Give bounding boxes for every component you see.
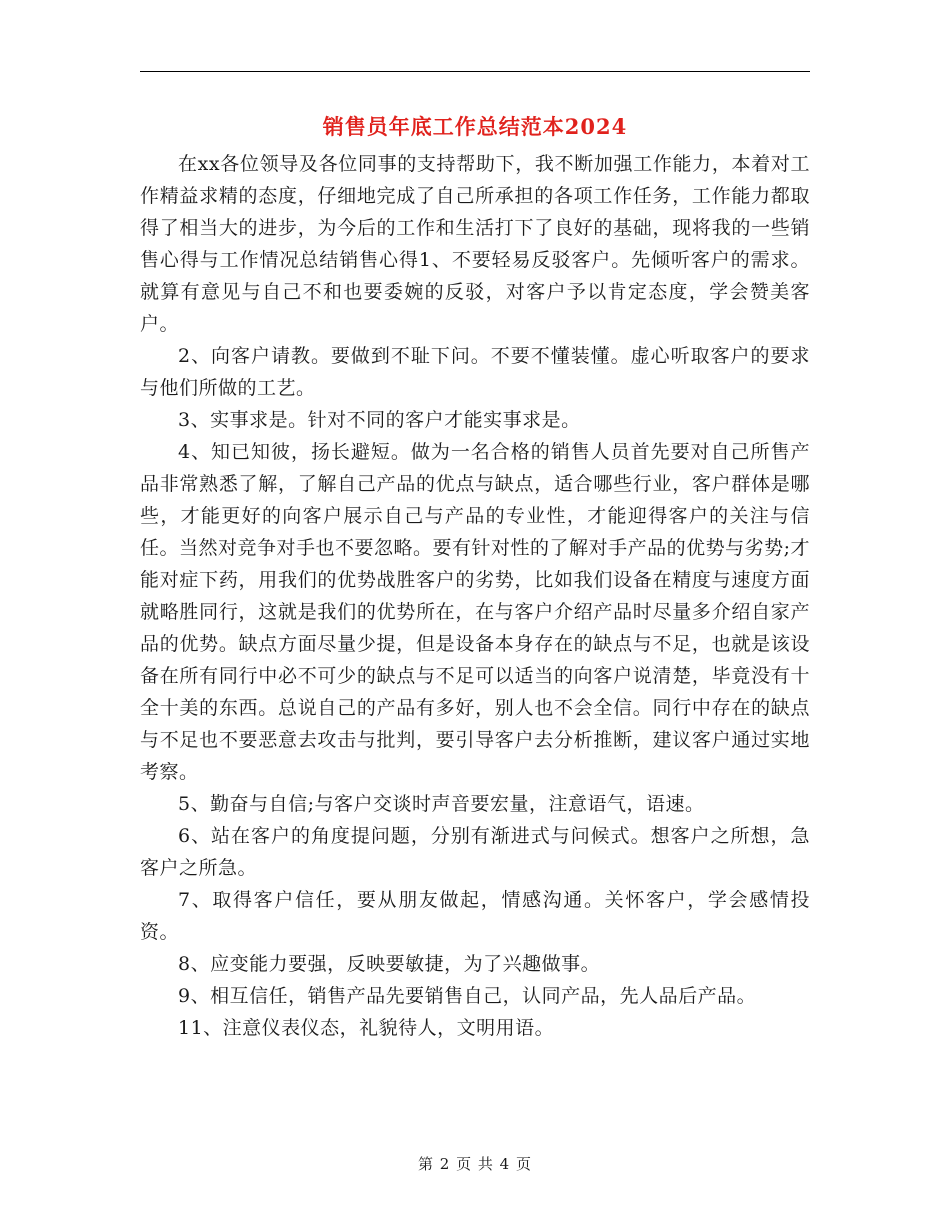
paragraph-item-5: 5、勤奋与自信;与客户交谈时声音要宏量，注意语气，语速。 [178, 793, 705, 815]
paragraph-item-4: 4、知已知彼，扬长避短。做为一名合格的销售人员首先要对自己所售产品非常熟悉了解，了解自己产品的优点与缺点，适合哪些行业，客户群体是哪些，才能更好的向客户展示自己与产品的专业性，才能迎得客户的关注与信任。当然对竞争对手也不要忽略。要有针对性的了解对手产品的优势与劣势;才能对症下药，用我们的优势战胜客户的劣势，比如我们设备在精度与速度方面就略胜同行，这就是我们的优势所在，在与客户介绍产品时尽量多介绍自家产品的优势。缺点方面尽量少提，但是设备本身存在的缺点与不足，也就是该设备在所有同行中必不可少的缺点与不足可以适当的向客户说清楚，毕竟没有十全十美的东西。总说自己的产品有多好，别人也不会全信。同行中存在的缺点与不足也不要恶意去攻击与批判，要引导客户去分析推断，建议客户通过实地考察。 [140, 441, 810, 783]
header-rule [140, 71, 810, 72]
paragraph-item-7: 7、取得客户信任，要从朋友做起，情感沟通。关怀客户，学会感情投资。 [140, 889, 810, 943]
page-number-footer: 第 2 页 共 4 页 [418, 1155, 532, 1173]
paragraph-item-8: 8、应变能力要强，反映要敏捷，为了兴趣做事。 [178, 953, 601, 975]
document-title: 销售员年底工作总结范本2024 [322, 114, 628, 139]
paragraph-item-3: 3、实事求是。针对不同的客户才能实事求是。 [178, 409, 581, 431]
paragraph-item-6: 6、站在客户的角度提问题，分别有渐进式与问候式。想客户之所想，急客户之所急。 [140, 825, 810, 879]
paragraph-item-9: 9、相互信任，销售产品先要销售自己，认同产品，先人品后产品。 [178, 985, 757, 1007]
paragraph-intro: 在xx各位领导及各位同事的支持帮助下，我不断加强工作能力，本着对工作精益求精的态度，仔细地完成了自己所承担的各项工作任务，工作能力都取得了相当大的进步，为今后的工作和生活打下了良好的基础，现将我的一些销售心得与工作情况总结销售心得1、不要轻易反驳客户。先倾听客户的需求。就算有意见与自己不和也要委婉的反驳，对客户予以肯定态度，学会赞美客户。 [140, 153, 810, 335]
paragraph-item-11: 11、注意仪表仪态，礼貌待人，文明用语。 [178, 1017, 555, 1039]
document-body [140, 148, 810, 1044]
paragraph-item-2: 2、向客户请教。要做到不耻下问。不要不懂装懂。虚心听取客户的要求与他们所做的工艺。 [140, 345, 810, 399]
